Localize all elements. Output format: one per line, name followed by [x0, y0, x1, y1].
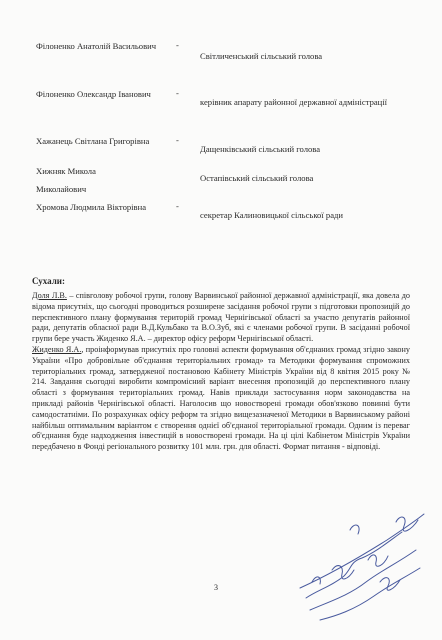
member-role: Світличенський сільський голова	[200, 51, 323, 61]
section-heading: Сухали:	[32, 276, 65, 286]
member-role: керівник апарату районної державної адміністрації	[200, 97, 388, 107]
member-name: Хромова Людмила Вікторівна	[36, 202, 147, 212]
page-number: 3	[214, 583, 218, 592]
member-dash: -	[176, 88, 179, 98]
speaker-name: Доля Л.В.	[32, 291, 67, 300]
member-dash: -	[176, 40, 179, 50]
member-role: Дащенківський сільський голова	[200, 144, 321, 154]
member-dash: -	[176, 135, 179, 145]
paragraph	[32, 291, 410, 345]
speaker-name: Жиденко Я.А.	[32, 344, 82, 354]
member-dash: -	[176, 201, 179, 211]
minutes-body	[32, 291, 410, 453]
member-name: Філоненко Олександр Іванович	[36, 89, 151, 99]
member-name: Хижняк Микола Миколайович	[36, 166, 96, 194]
paragraph-text: , проінформував присутніх про головні аспекти формування об'єднаних громад згідно закону України «Про добровільне об'єднання територіальних громад» та Методики формування спроможних територіальних громад, затвердженої постановою Кабінету Міністрів України від 8 квітня 2015 року № 214. Завдання сьогодні виробити компромісний варіант внесення пропозицій до перспективного плану області з формування територіальних громад. Навів приклади застосування норм законодавства на прикладі районів Чернігівської області. Наголосив що новостворені громади обов'язково повинні бути самодостатніми. По розрахунках офісу реформ та згідно вищезазначеної Методики в Варвинському районі найбільш оптимальним варіантом є створення однієї об'єднаної територіальної громади. Одним із переваг об'єднання буде надходження інвестицій в новостворені громади. На ці цілі Кабінетом Міністрів України передбачено в Фонді регіонального розвитку 101 млн. грн. для області. Формат питання - відповіді.	[32, 344, 410, 452]
member-name: Філоненко Анатолій Васильович	[36, 41, 157, 51]
member-name: Хажанець Світлана Григорівна	[36, 136, 150, 146]
member-role: секретар Калиновицької сільської ради	[200, 210, 343, 220]
paragraph-text: – співголову робочої групи, голову Варвинської районної державної адміністрації, яка довела до відома присутніх, що сьогодні проводиться розширене засідання робочої групи з підготовки пропозицій до перспективного плану формування територій громад Чернігівської області за участю депутатів районної ради, депутатів обласної ради В.Д.Кульбако та В.О.Зуб, які є членами робочої групи. В засіданні робочої групи бере участь Жиденко Я.А. – директор офісу реформ Чернігівської області.	[32, 291, 411, 344]
member-role: Остапівський сільський голова	[200, 173, 314, 183]
handwritten-signature	[292, 470, 432, 630]
paragraph	[32, 345, 410, 453]
